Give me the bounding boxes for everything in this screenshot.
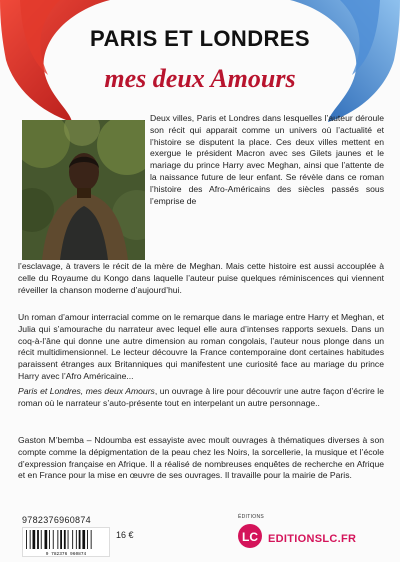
publisher-label: ÉDITIONS (238, 514, 265, 520)
author-bio: Gaston M’bemba – Ndoumba est essayiste avec moult ouvrages à thématiques diverses à son compte comme la dépigmentation de la peau chez les Noirs, la sorcellerie, la musique et l’école d’expression française en Afrique. Il a réalisé de nombreuses enquêtes de recherche en Afrique et en France pour la mise en œuvre de ses ouvrages. Il travaille pour la mairie de Paris. (18, 435, 384, 481)
publisher-logo-icon (236, 516, 264, 552)
barcode-bar (37, 530, 39, 549)
barcode-bar (45, 530, 48, 549)
barcode-bar (68, 530, 69, 549)
barcode-bar (60, 530, 62, 549)
blurb-paragraph-3 (18, 386, 384, 410)
barcode-bar (79, 530, 81, 549)
barcode-bar (82, 530, 85, 549)
author-photo (22, 120, 145, 260)
book-subtitle: mes deux Amours (104, 64, 296, 93)
isbn-number: 9782376960874 (22, 515, 91, 525)
barcode-bar (91, 530, 92, 549)
barcode-bar (64, 530, 66, 549)
paragraph-3-rest: , un ouvrage à lire pour découvrir une autre façon d’écrire le roman où le narrateur s’auto-présente tout en interpelant un autre personnage.. (18, 386, 384, 408)
publisher-website: EDITIONSLC.FR (268, 533, 357, 545)
blurb-paragraph-1-top: Deux villes, Paris et Londres dans lesquelles l’auteur déroule son récit qui apparait comme un univers où l’actualité et l’histoire se disputent la place. Ces deux villes mettent en exergue le président Macron avec ses Gilets jaunes et le mariage du prince Harry avec Meghan, ainsi que l’attente de la naissance future de leur enfant. Se révèle dans ce roman l’histoire des Afro-Américains des siècles passés sous l’emprise de (150, 113, 384, 206)
blurb-paragraph-1-continued: l’esclavage, à travers le récit de la mère de Meghan. Mais cette histoire est aussi accouplée à celle du Royaume du Kongo dans laquelle l’auteur puise quelques réminiscences qui viennent réveiller la chanson moderne d’aujourd’hui. (18, 261, 384, 295)
red-flame (0, 0, 110, 122)
barcode-bar (57, 530, 58, 549)
barcode (22, 527, 110, 557)
barcode-bar (87, 530, 88, 549)
book-title: PARIS ET LONDRES (90, 26, 310, 51)
barcode-bar (26, 530, 27, 549)
barcode-bar (41, 530, 42, 549)
blurb-paragraph-2: Un roman d’amour interracial comme on le remarque dans le mariage entre Harry et Meghan, et Julia qui s’amourache du narrateur avec lequel elle aura d’intenses rapports sexuels. Dans un coq-à-l’âne qui donne une autre dimension au roman congolais, l’auteur nous plonge dans un récit multidimensionnel. Le lecteur découvre la France contemporaine dont certaines habitudes paraissent étranges aux Britanniques qui manifestent une curiosité face au mariage du prince Harry avec l’Afro Américaine... (18, 312, 384, 381)
barcode-bar (72, 530, 73, 549)
blue-flame (290, 0, 400, 122)
publisher-logo-letters: LC (242, 530, 258, 544)
barcode-bar (53, 530, 54, 549)
barcode-bar (49, 530, 50, 549)
barcode-digits: 9 782376 960874 (45, 552, 87, 556)
barcode-bar (30, 530, 31, 549)
barcode-bar (76, 530, 77, 549)
italic-title-reference: Paris et Londres, mes deux Amours (18, 386, 155, 396)
barcode-bar (33, 530, 36, 549)
price: 16 € (116, 530, 134, 540)
